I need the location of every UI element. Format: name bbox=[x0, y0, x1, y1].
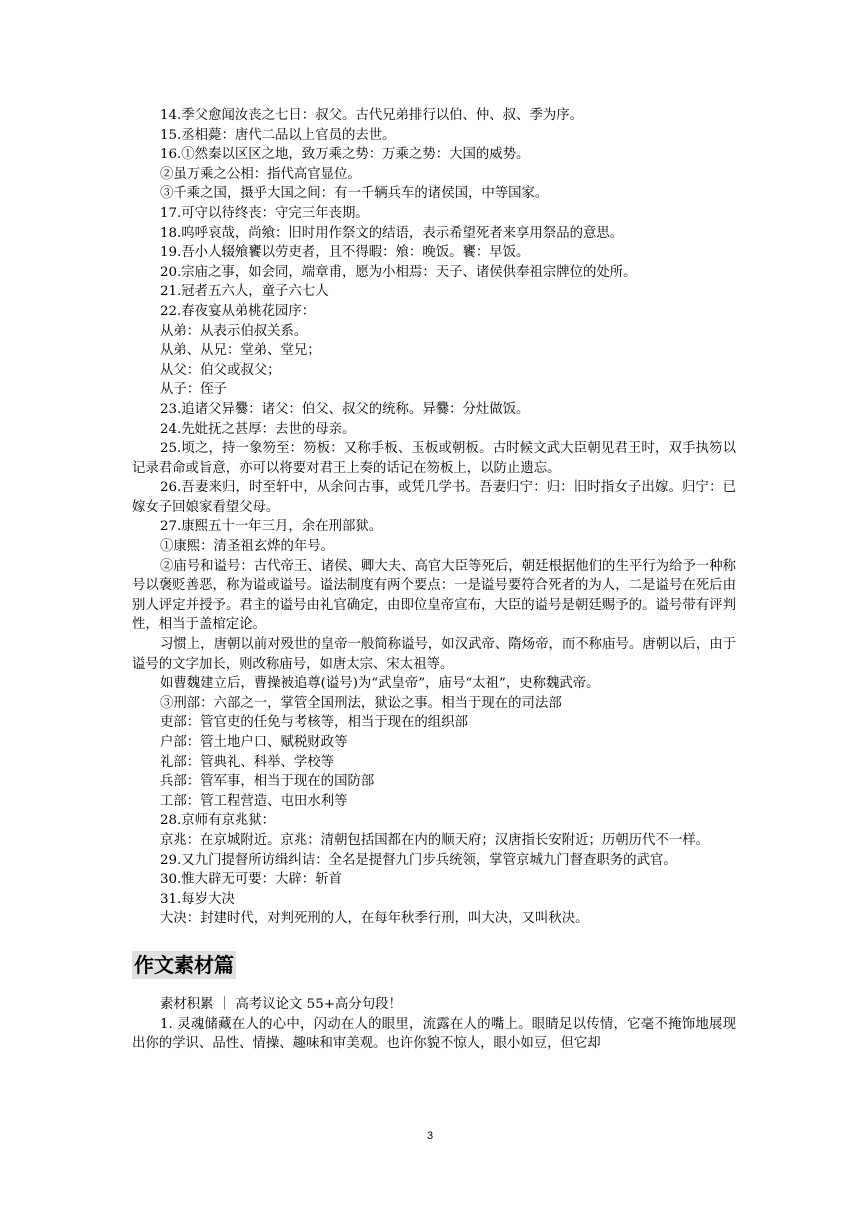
text-line: 18.呜呼哀哉，尚飨：旧时用作祭文的结语，表示希望死者来享用祭品的意思。 bbox=[160, 225, 624, 241]
essay-material-list bbox=[132, 995, 736, 1054]
text-line: 从弟：从表示伯叔关系。 bbox=[160, 323, 308, 339]
text-line: ②庙号和谥号：古代帝王、诸侯、卿大夫、高官大臣等死后，朝廷根据他们的生平行为给予一种称号以褒贬善恶，称为谥或谥号。谥法制度有两个要点：一是谥号要符合死者的为人，二是谥号在死后由别人评定并授予。君主的谥号由礼官确定，由即位皇帝宣布，大臣的谥号是朝廷赐予的。谥号带有评判性，相当于盖棺定论。 bbox=[132, 558, 736, 633]
text-line: 30.惟大辟无可要：大辟：斩首 bbox=[160, 872, 342, 888]
page-number: 3 bbox=[426, 1130, 434, 1142]
text-line: 14.季父愈闻汝丧之七日：叔父。古代兄弟排行以伯、仲、叔、季为序。 bbox=[160, 108, 584, 123]
text-line: 19.吾小人辍飧饔以劳吏者，且不得暇：飧：晚饭。饔：早饭。 bbox=[160, 245, 530, 261]
text-line: ②虽万乘之公相：指代高官显位。 bbox=[160, 166, 361, 182]
text-line: ①康熙：清圣祖玄烨的年号。 bbox=[160, 539, 335, 555]
text-line: 工部：管工程营造、屯田水利等 bbox=[160, 793, 348, 809]
text-line: 京兆：在京城附近。京兆：清朝包括国都在内的顺天府；汉唐指长安附近；历朝历代不一样。 bbox=[160, 832, 710, 848]
text-line: 28.京师有京兆狱： bbox=[160, 813, 276, 829]
text-line: 吏部：管官吏的任免与考核等，相当于现在的组织部 bbox=[160, 715, 468, 731]
text-line: ③刑部：六部之一，掌管全国刑法，狱讼之事。相当于现在的司法部 bbox=[160, 695, 562, 711]
text-line: 1. 灵魂储藏在人的心中，闪动在人的眼里，流露在人的嘴上。眼睛足以传情，它毫不掩饰地展现出你的学识、品性、情操、趣味和审美观。也许你貌不惊人，眼小如豆，但它却 bbox=[132, 1016, 736, 1052]
text-line: 27.康熙五十一年三月，余在刑部狱。 bbox=[160, 519, 383, 535]
text-line: 26.吾妻来归，时至轩中，从余问古事，或凭几学书。吾妻归宁：归：旧时指女子出嫁。归宁：已嫁女子回娘家看望父母。 bbox=[132, 480, 736, 515]
text-line: 从子：侄子 bbox=[160, 382, 227, 398]
text-line: 21.冠者五六人，童子六七人 bbox=[160, 284, 329, 300]
text-line: 素材积累 ｜ 高考议论文 55+高分句段！ bbox=[160, 996, 402, 1012]
text-line: 礼部：管典礼、科举、学校等 bbox=[160, 754, 335, 770]
text-line: 25.顷之，持一象笏至：笏板：又称手板、玉板或朝板。古时候文武大臣朝见君王时，双手执笏以记录君命或旨意，亦可以将要对君王上奏的话记在笏板上，以防止遗忘。 bbox=[132, 441, 736, 476]
text-line: 24.先妣抚之甚厚：去世的母亲。 bbox=[160, 421, 356, 437]
text-line: 17.可守以待终丧：守完三年丧期。 bbox=[160, 205, 369, 221]
text-line: 户部：管土地户口、赋税财政等 bbox=[160, 735, 348, 750]
text-line: 从弟、从兄：堂弟、堂兄； bbox=[160, 343, 321, 359]
text-line: ③千乘之国，摄乎大国之间：有一千辆兵车的诸侯国，中等国家。 bbox=[160, 186, 549, 202]
text-line: 15.丞相薨：唐代二品以上官员的去世。 bbox=[160, 127, 396, 143]
text-line: 31.每岁大决 bbox=[160, 891, 235, 907]
annotation-list bbox=[132, 106, 736, 929]
text-line: 20.宗庙之事，如会同，端章甫，愿为小相焉：天子、诸侯供奉祖宗牌位的处所。 bbox=[160, 264, 637, 280]
text-line: 16.①然秦以区区之地，致万乘之势：万乘之势：大国的威势。 bbox=[160, 147, 530, 163]
text-line: 兵部：管军事，相当于现在的国防部 bbox=[160, 774, 375, 790]
section-heading: 作文素材篇 bbox=[134, 952, 234, 977]
text-line: 大决：封建时代，对判死刑的人，在每年秋季行刑，叫大决，又叫秋决。 bbox=[160, 911, 589, 927]
text-line: 如曹魏建立后，曹操被追尊(谥号)为“武皇帝”，庙号“太祖”，史称魏武帝。 bbox=[160, 676, 600, 692]
page-content bbox=[132, 106, 736, 1054]
text-line: 习惯上，唐朝以前对殁世的皇帝一般简称谥号，如汉武帝、隋炀帝，而不称庙号。唐朝以后，由于谥号的文字加长，则改称庙号，如唐太宗、宋太祖等。 bbox=[132, 637, 736, 672]
text-line: 从父：伯父或叔父； bbox=[160, 362, 281, 378]
text-line: 22.春夜宴从弟桃花园序： bbox=[160, 303, 316, 319]
text-line: 23.追诸父异爨：诸父：伯父、叔父的统称。异爨：分灶做饭。 bbox=[160, 401, 530, 417]
text-line: 29.又九门提督所访缉纠诘：全名是提督九门步兵统领，掌管京城九门督查职务的武官。 bbox=[160, 852, 677, 868]
